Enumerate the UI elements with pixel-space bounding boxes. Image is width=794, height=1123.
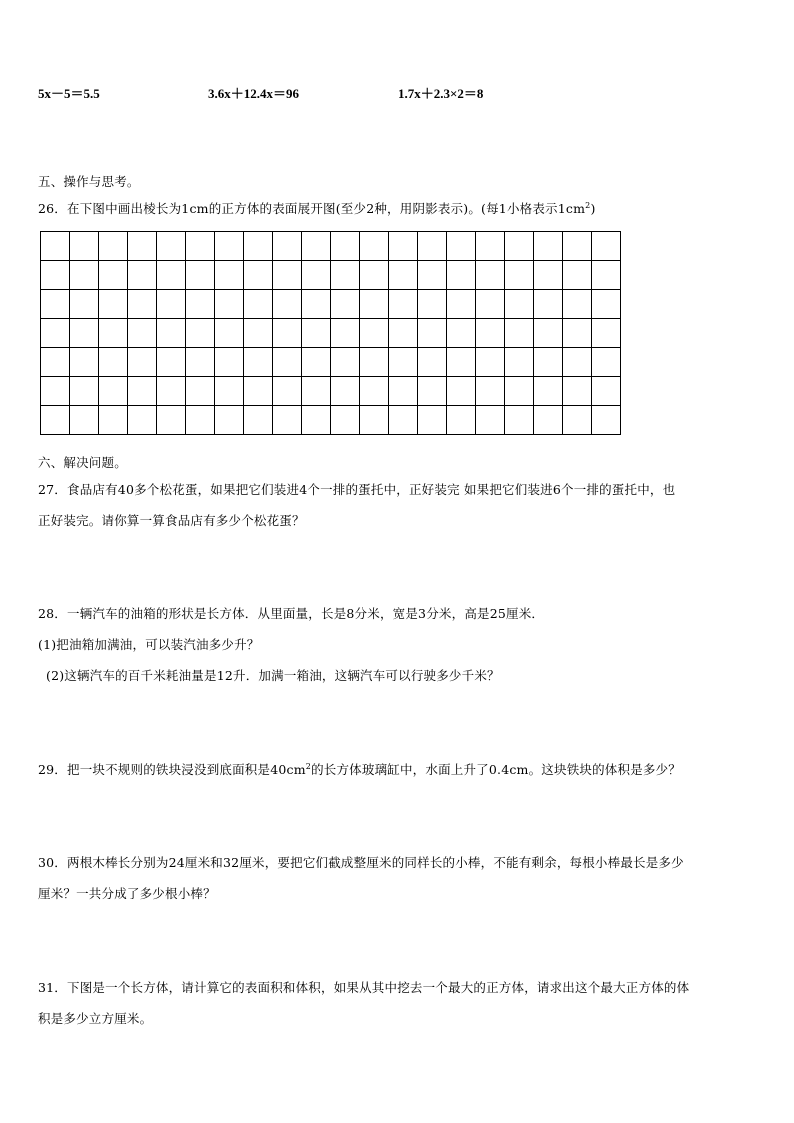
grid-cell[interactable] (331, 406, 360, 435)
grid-cell[interactable] (476, 348, 505, 377)
grid-cell[interactable] (563, 348, 592, 377)
grid-cell[interactable] (592, 319, 621, 348)
grid-cell[interactable] (534, 232, 563, 261)
grid-cell[interactable] (215, 377, 244, 406)
section-5-title: 五、操作与思考。 (38, 174, 140, 189)
question-28-line-3: (2)这辆汽车的百千米耗油量是12升．加满一箱油，这辆汽车可以行驶多少千米？ (46, 668, 500, 683)
grid-cell[interactable] (418, 232, 447, 261)
grid-cell[interactable] (273, 348, 302, 377)
question-28-line-1: 28．一辆汽车的油箱的形状是长方体．从里面量，长是8分米，宽是3分米，高是25厘米． (38, 606, 545, 621)
grid-cell[interactable] (302, 232, 331, 261)
grid-cell[interactable] (563, 406, 592, 435)
grid-cell[interactable] (302, 406, 331, 435)
grid-cell[interactable] (447, 348, 476, 377)
grid-cell[interactable] (302, 348, 331, 377)
question-30-line-2: 厘米？一共分成了多少根小棒？ (38, 886, 216, 901)
grid-cell[interactable] (592, 261, 621, 290)
grid-cell[interactable] (186, 319, 215, 348)
grid-cell[interactable] (389, 290, 418, 319)
grid-cell[interactable] (505, 261, 534, 290)
grid-cell[interactable] (563, 290, 592, 319)
grid-row (41, 406, 621, 435)
grid-cell[interactable] (128, 319, 157, 348)
grid-cell[interactable] (215, 348, 244, 377)
grid-cell[interactable] (360, 319, 389, 348)
grid-cell[interactable] (447, 377, 476, 406)
question-29 (38, 760, 681, 778)
grid-cell[interactable] (447, 290, 476, 319)
equation-3: 1.7x＋2.3×2＝8 (398, 86, 484, 101)
grid-row (41, 232, 621, 261)
grid-cell[interactable] (418, 406, 447, 435)
grid-cell[interactable] (418, 377, 447, 406)
grid-cell[interactable] (360, 232, 389, 261)
grid-cell[interactable] (505, 377, 534, 406)
grid-row (41, 290, 621, 319)
grid-cell[interactable] (128, 406, 157, 435)
grid-cell[interactable] (273, 261, 302, 290)
grid-cell[interactable] (41, 406, 70, 435)
question-29-sup: 2 (305, 761, 312, 771)
grid-cell[interactable] (244, 232, 273, 261)
grid-row (41, 348, 621, 377)
question-28-line-2: (1)把油箱加满油，可以装汽油多少升？ (38, 637, 260, 652)
grid-cell[interactable] (476, 290, 505, 319)
grid-cell[interactable] (41, 232, 70, 261)
question-29-suffix: 的长方体玻璃缸中，水面上升了0.4cm。这块铁块的体积是多少？ (311, 762, 682, 777)
grid-cell[interactable] (215, 261, 244, 290)
grid-cell[interactable] (360, 290, 389, 319)
grid-cell[interactable] (331, 348, 360, 377)
grid-cell[interactable] (331, 319, 360, 348)
grid-cell[interactable] (534, 319, 563, 348)
grid-row (41, 377, 621, 406)
grid-cell[interactable] (476, 232, 505, 261)
grid-cell[interactable] (157, 406, 186, 435)
grid-cell[interactable] (389, 348, 418, 377)
grid-cell[interactable] (534, 377, 563, 406)
grid-cell[interactable] (302, 377, 331, 406)
grid-cell[interactable] (128, 290, 157, 319)
grid-cell[interactable] (157, 377, 186, 406)
grid-cell[interactable] (505, 319, 534, 348)
grid-cell[interactable] (157, 232, 186, 261)
grid-cell[interactable] (244, 348, 273, 377)
grid-cell[interactable] (41, 377, 70, 406)
grid-cell[interactable] (70, 261, 99, 290)
grid-cell[interactable] (41, 319, 70, 348)
square-grid[interactable] (40, 231, 621, 435)
question-30-line-1: 30．两根木棒长分别为24厘米和32厘米，要把它们截成整厘米的同样长的小棒，不能有剩余，每根小棒最长是多少 (38, 855, 684, 870)
grid-cell[interactable] (99, 261, 128, 290)
grid-cell[interactable] (244, 319, 273, 348)
grid-cell[interactable] (215, 232, 244, 261)
grid-cell[interactable] (128, 377, 157, 406)
grid-cell[interactable] (563, 261, 592, 290)
grid-cell[interactable] (186, 290, 215, 319)
grid-cell[interactable] (389, 377, 418, 406)
grid-cell[interactable] (41, 348, 70, 377)
grid-cell[interactable] (41, 261, 70, 290)
grid-cell[interactable] (592, 232, 621, 261)
grid-cell[interactable] (360, 406, 389, 435)
section-6-title: 六、解决问题。 (38, 455, 127, 470)
question-31-line-2: 积是多少立方厘米。 (38, 1011, 153, 1026)
question-26-sup: 2 (585, 200, 591, 210)
grid-cell[interactable] (70, 348, 99, 377)
grid-cell[interactable] (534, 406, 563, 435)
grid-cell[interactable] (592, 377, 621, 406)
grid-cell[interactable] (186, 261, 215, 290)
question-31-line-1: 31．下图是一个长方体，请计算它的表面积和体积，如果从其中挖去一个最大的正方体，请求出这个最大正方体的体 (38, 980, 690, 995)
grid-cell[interactable] (389, 232, 418, 261)
grid-cell[interactable] (447, 406, 476, 435)
grid-cell[interactable] (534, 290, 563, 319)
grid-cell[interactable] (331, 261, 360, 290)
question-27-line-2: 正好装完。请你算一算食品店有多少个松花蛋？ (38, 513, 305, 528)
grid-cell[interactable] (186, 348, 215, 377)
grid-cell[interactable] (99, 406, 128, 435)
grid-cell[interactable] (505, 290, 534, 319)
grid-cell[interactable] (476, 319, 505, 348)
grid-cell[interactable] (70, 232, 99, 261)
question-26 (38, 199, 596, 217)
grid-cell[interactable] (157, 290, 186, 319)
grid-cell[interactable] (505, 232, 534, 261)
grid-cell[interactable] (186, 377, 215, 406)
grid-cell[interactable] (273, 319, 302, 348)
grid-cell[interactable] (99, 348, 128, 377)
grid-cell[interactable] (360, 377, 389, 406)
grid-cell[interactable] (534, 348, 563, 377)
grid-cell[interactable] (389, 261, 418, 290)
grid-cell[interactable] (505, 406, 534, 435)
grid-cell[interactable] (418, 348, 447, 377)
grid-cell[interactable] (70, 290, 99, 319)
grid-cell[interactable] (273, 232, 302, 261)
grid-cell[interactable] (215, 290, 244, 319)
grid-cell[interactable] (215, 406, 244, 435)
grid-cell[interactable] (331, 232, 360, 261)
grid-cell[interactable] (331, 377, 360, 406)
grid-cell[interactable] (302, 319, 331, 348)
grid-cell[interactable] (447, 319, 476, 348)
equation-2: 3.6x＋12.4x＝96 (208, 86, 300, 101)
grid-cell[interactable] (186, 232, 215, 261)
grid-cell[interactable] (273, 290, 302, 319)
grid-cell[interactable] (70, 377, 99, 406)
grid-cell[interactable] (505, 348, 534, 377)
grid-cell[interactable] (534, 261, 563, 290)
grid-cell[interactable] (186, 406, 215, 435)
grid-row (41, 319, 621, 348)
grid-cell[interactable] (476, 377, 505, 406)
grid-cell[interactable] (563, 232, 592, 261)
grid-cell[interactable] (157, 319, 186, 348)
grid-cell[interactable] (157, 348, 186, 377)
grid-cell[interactable] (476, 406, 505, 435)
grid-cell[interactable] (244, 377, 273, 406)
grid-cell[interactable] (128, 261, 157, 290)
grid-cell[interactable] (244, 261, 273, 290)
grid-cell[interactable] (128, 232, 157, 261)
grid-cell[interactable] (70, 319, 99, 348)
grid-cell[interactable] (273, 406, 302, 435)
grid-cell[interactable] (476, 261, 505, 290)
grid-cell[interactable] (331, 290, 360, 319)
grid-cell[interactable] (563, 319, 592, 348)
question-26-prefix: 26．在下图中画出棱长为1cm的正方体的表面展开图(至少2种，用阴影表示)。(每1小格表示1cm (38, 201, 586, 216)
question-27-line-1: 27．食品店有40多个松花蛋，如果把它们装进4个一排的蛋托中，正好装完 如果把它们装进6个一排的蛋托中，也 (38, 482, 676, 497)
grid-cell[interactable] (592, 290, 621, 319)
grid-cell[interactable] (418, 261, 447, 290)
grid-cell[interactable] (302, 261, 331, 290)
grid-cell[interactable] (99, 319, 128, 348)
grid-cell[interactable] (447, 232, 476, 261)
grid-cell[interactable] (563, 377, 592, 406)
grid-cell[interactable] (99, 232, 128, 261)
grid-cell[interactable] (99, 290, 128, 319)
grid-cell[interactable] (592, 406, 621, 435)
grid-cell[interactable] (70, 406, 99, 435)
question-26-suffix: ) (590, 201, 596, 216)
grid-cell[interactable] (592, 348, 621, 377)
grid-cell[interactable] (215, 319, 244, 348)
grid-cell[interactable] (244, 406, 273, 435)
grid-cell[interactable] (389, 406, 418, 435)
grid-cell[interactable] (389, 319, 418, 348)
question-29-prefix: 29．把一块不规则的铁块浸没到底面积是40cm (38, 762, 306, 777)
grid-cell[interactable] (273, 377, 302, 406)
grid-cell[interactable] (302, 290, 331, 319)
grid-cell[interactable] (157, 261, 186, 290)
grid-cell[interactable] (41, 290, 70, 319)
grid-row (41, 261, 621, 290)
equation-1: 5x－5＝5.5 (38, 86, 100, 101)
grid-cell[interactable] (244, 290, 273, 319)
grid-cell[interactable] (99, 377, 128, 406)
grid-cell[interactable] (418, 319, 447, 348)
grid-cell[interactable] (418, 290, 447, 319)
grid-cell[interactable] (360, 348, 389, 377)
grid-cell[interactable] (447, 261, 476, 290)
grid-cell[interactable] (128, 348, 157, 377)
grid-cell[interactable] (360, 261, 389, 290)
